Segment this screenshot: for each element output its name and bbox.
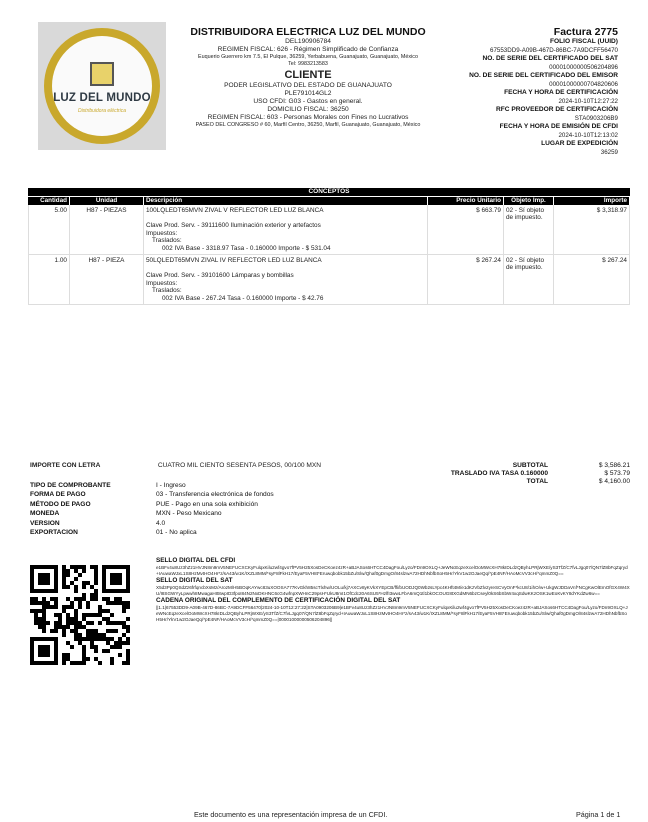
lugar-label: LUGAR DE EXPEDICIÓN	[541, 140, 618, 147]
cert-sat-value: 00001000000506204896	[549, 63, 618, 71]
meta-row	[30, 519, 274, 528]
fecha-cert-label: FECHA Y HORA DE CERTIFICACIÓN	[504, 89, 618, 96]
logo-brand-text: LUZ DEL MUNDO	[53, 92, 151, 104]
meta-value: I - Ingreso	[156, 482, 186, 489]
cert-emisor-value: 00001000000704820606	[549, 80, 618, 88]
meta-value: 01 - No aplica	[156, 529, 197, 537]
sello-cfdi-label: SELLO DIGITAL DEL CFDI	[156, 557, 236, 564]
header-objeto: Objeto Imp.	[504, 197, 554, 205]
cadena-value: ||1.1|67553DD9-A09B-467D-86BC-7A9DCFF56470|2024-10-10T12:27:22|STA0903206B9|e1BFv4u8Uz3hZz1HVJN8m9mV5NEFUCXCKyFulqxKilu2wf4gvo7fPV5H25XosDeCKoez4zR+aBJASos6HTCC4DagFou/Lyzo/FDn9OXLQ+JeWNcEqzeXcelOoMWcXH78kIDLdzQByhLPRjWXE/yS3TfZ/C7fvLJgq07/QN7lZ8bFqZqryd+IAuwaWJxL1S8HzMvtHO4Hr*z/sA43/w1K/IXZL8MM/*syF8lFkH17/EyaF5VH8t*Eruwqbobk15bZu/Slw/Qhaf0gDmgO/84slzwA72HDhNbfbSoH5Hr/YkV1w2OJaeQq/*pE4NF/HAoMcVV3cH/*qmmZ0Q==|00001000000506204896||	[156, 605, 628, 622]
item-clave: Clave Prod. Serv. - 39101600 Lámparas y bombillas	[146, 272, 294, 280]
digital-seals	[156, 556, 630, 622]
subtotal-label: SUBTOTAL	[512, 462, 548, 469]
issuer-phone: Tel: 9983213583	[288, 60, 328, 67]
meta-value: PUE - Pago en una sola exhibición	[156, 500, 258, 508]
fecha-emision-value: 2024-10-10T12:13:02	[558, 131, 618, 139]
client-title: CLIENTE	[284, 69, 332, 82]
subtotal-value: $ 3,586.21	[598, 462, 630, 469]
issuer-block	[180, 26, 436, 129]
cell-precio: $ 267.24	[428, 255, 504, 304]
meta-label: MONEDA	[30, 510, 60, 518]
concepts-header	[28, 197, 630, 205]
sello-sat-value: X5d3Pp0QSdZz6frfqncbXsMz/ArozM/H5BOqKAYwc83uXOOSA777KvGkh85scTlxhw/UOLu/kj7AXCv8yKVkXYEpCB/ffi/bUODJQ0Wb2sLYpc4KHft4M/e1dKzVbZlv2yreSCVyOnF*kcU8/1ihO/w+UkgWJDDaVnf*NCgKwOlEmOfGX4W4XU/I8SGWYyLpwwh8MwagaHIt8wpID3fpoI84N2NxDKHNC6cG4wfnpXWHnC29psH*UkU8mI1OfCdc20A6SU5*HzlfI3wwLFbA6mQ1tl1bkOCOUG8tXGdMN6bzCseyl0kS6bSbW4xqSdwKKzOSK1wEoKvKY8dYKdZw6w==	[156, 585, 630, 596]
meta-row	[30, 500, 274, 509]
logo-disc	[52, 36, 152, 136]
iva-value: $ 573.79	[604, 470, 630, 478]
folio-value: 67553DD9-A09B-467D-86BC-7A9DCFF56470	[490, 46, 618, 54]
cell-cantidad: 5.00	[28, 205, 70, 254]
item-impuestos: Impuestos:	[146, 279, 178, 287]
totals-block	[430, 462, 630, 487]
invoice-meta	[30, 481, 274, 537]
meta-row	[30, 490, 274, 499]
meta-row	[30, 481, 274, 490]
client-domicilio: DOMICILIO FISCAL: 36250	[267, 106, 349, 114]
item-iva: 002 IVA Base - 3318.97 Tasa - 0.160000 Importe - $ 531.04	[162, 244, 331, 252]
meta-label: VERSION	[30, 519, 60, 527]
cell-unidad: H87 - PIEZA	[70, 255, 144, 304]
client-uso-cfdi: USO CFDI: G03 - Gastos en general.	[253, 98, 363, 106]
item-traslados: Traslados:	[152, 287, 182, 295]
table-row	[28, 255, 630, 305]
meta-label: FORMA DE PAGO	[30, 491, 86, 499]
cell-precio: $ 663.79	[428, 205, 504, 254]
issuer-regimen: REGIMEN FISCAL: 626 - Régimen Simplificado de Confianza	[217, 46, 399, 53]
meta-value: 03 - Transferencia electrónica de fondos	[156, 491, 274, 499]
cell-cantidad: 1.00	[28, 255, 70, 304]
page-number: Página 1 de 1	[576, 810, 621, 819]
meta-value: MXN - Peso Mexicano	[156, 510, 222, 518]
client-address: PASEO DEL CONGRESO # 60, Marfil Centro, 36250, Marfil, Guanajuato, Guanajuato, México	[195, 122, 421, 129]
cadena-label: CADENA ORIGINAL DEL COMPLEMENTO DE CERTIFICACIÓN DIGITAL DEL SAT	[156, 597, 401, 605]
header-unidad: Unidad	[70, 197, 144, 205]
total-label: TOTAL	[526, 478, 548, 486]
fecha-emision-label: FECHA Y HORA DE EMISIÓN DE CFDI	[499, 123, 618, 130]
meta-label: EXPORTACION	[30, 529, 78, 537]
logo-tagline: Distribuidora eléctrica	[77, 108, 127, 114]
meta-label: TIPO DE COMPROBANTE	[30, 482, 111, 489]
issuer-address: Euquerio Guerrero km 7.5, El Pulque, 36259, Yerbabuena, Guanajuato, Guanajuato, México	[198, 54, 418, 60]
importe-letra-label: IMPORTE CON LETRA	[30, 462, 101, 469]
footer-note: Este documento es una representación impresa de un CFDI.	[194, 810, 388, 819]
meta-value: 4.0	[156, 519, 166, 527]
sello-cfdi-value: e1BFv4u8Uz3hZz1HVJN8m9mV5NEFUCXCKyFulqxKilu2wf4gvo7fPV5H25XosDeCKoez4zR+aBJASos6HTCC4DagFou/Lyzo/FDn9OXLQ+JeWNcEqzeXcelOoMWcXH78kIDLdzQByhLPRjWXE/yS3TfZ/C7fvLJgq07/QN7lZ8bFqZqryd+IAuwaWJxL1S8HzMvtHO4Hr*z/sA43/w1K/IXZL8MM/*syF8lFkH17/EyaF5VH8t*Eruwqbobk15bZu/Slw/Qhaf0gDmgO/84slzwA72HDhNbfbSoH5Hr/YkV1w2OJaeQq/*pE4NF/HAoMcVV3cH/*qmmZ0Q==	[156, 565, 628, 576]
cell-objeto: 02 - Sí objeto de impuesto.	[504, 205, 554, 254]
header-descripcion: Descripción	[144, 197, 428, 205]
client-regimen: REGIMEN FISCAL: 603 - Personas Morales con Fines no Lucrativos	[207, 114, 409, 122]
iva-label: TRASLADO IVA TASA 0.160000	[450, 470, 548, 478]
qr-code-icon	[30, 565, 130, 665]
cell-importe: $ 267.24	[554, 255, 630, 304]
cert-emisor-label: NO. DE SERIE DEL CERTIFICADO DEL EMISOR	[469, 72, 618, 79]
issuer-rfc: DEL190906784	[285, 38, 331, 45]
company-logo	[38, 22, 166, 150]
header-cantidad: Cantidad	[28, 197, 70, 205]
item-iva: 002 IVA Base - 267.24 Tasa - 0.160000 Importe - $ 42.76	[162, 294, 324, 302]
total-row	[430, 478, 630, 486]
rfc-prov-value: STA0903206B9	[574, 114, 618, 122]
cell-importe: $ 3,318.97	[554, 205, 630, 254]
item-impuestos: Impuestos:	[146, 229, 178, 237]
concepts-title: CONCEPTOS	[28, 188, 630, 196]
cell-descripcion	[144, 255, 428, 304]
logo-mark-icon	[90, 62, 114, 86]
meta-row	[30, 528, 274, 537]
subtotal-row	[430, 462, 630, 470]
meta-row	[30, 509, 274, 518]
table-row	[28, 205, 630, 255]
folio-label: FOLIO FISCAL (UUID)	[549, 38, 618, 45]
client-rfc: PLE791014GL2	[284, 90, 332, 98]
invoice-info	[440, 26, 618, 157]
item-description: 50LQLEDT65MVN ZIVAL IV REFLECTOR LED LUZ BLANCA	[146, 257, 322, 265]
total-value: $ 4,160.00	[598, 478, 630, 486]
invoice-title: Factura 2775	[553, 26, 618, 38]
rfc-prov-label: RFC PROVEEDOR DE CERTIFICACIÓN	[496, 106, 618, 113]
item-traslados: Traslados:	[152, 237, 182, 245]
fecha-cert-value: 2024-10-10T12:27:22	[558, 97, 618, 105]
cert-sat-label: NO. DE SERIE DEL CERTIFICADO DEL SAT	[482, 55, 618, 62]
iva-row	[430, 470, 630, 478]
issuer-name: DISTRIBUIDORA ELECTRICA LUZ DEL MUNDO	[190, 26, 426, 38]
cell-objeto: 02 - Sí objeto de impuesto.	[504, 255, 554, 304]
meta-label: MÉTODO DE PAGO	[30, 500, 91, 508]
cell-descripcion	[144, 205, 428, 254]
header-precio: Precio Unitario	[428, 197, 504, 205]
sello-sat-label: SELLO DIGITAL DEL SAT	[156, 577, 233, 585]
concepts-table	[28, 188, 630, 305]
importe-letra-value: CUATRO MIL CIENTO SESENTA PESOS, 00/100 MXN	[157, 462, 322, 469]
client-name: PODER LEGISLATIVO DEL ESTADO DE GUANAJUATO	[224, 82, 392, 90]
item-clave: Clave Prod. Serv. - 39111600 Iluminación exterior y artefactos	[146, 222, 321, 230]
header-importe: Importe	[554, 197, 630, 205]
item-description: 100LQLEDT65MVN ZIVAL V REFLECTOR LED LUZ BLANCA	[146, 207, 324, 214]
cell-unidad: H87 - PIEZAS	[70, 205, 144, 254]
lugar-value: 36259	[600, 148, 618, 156]
